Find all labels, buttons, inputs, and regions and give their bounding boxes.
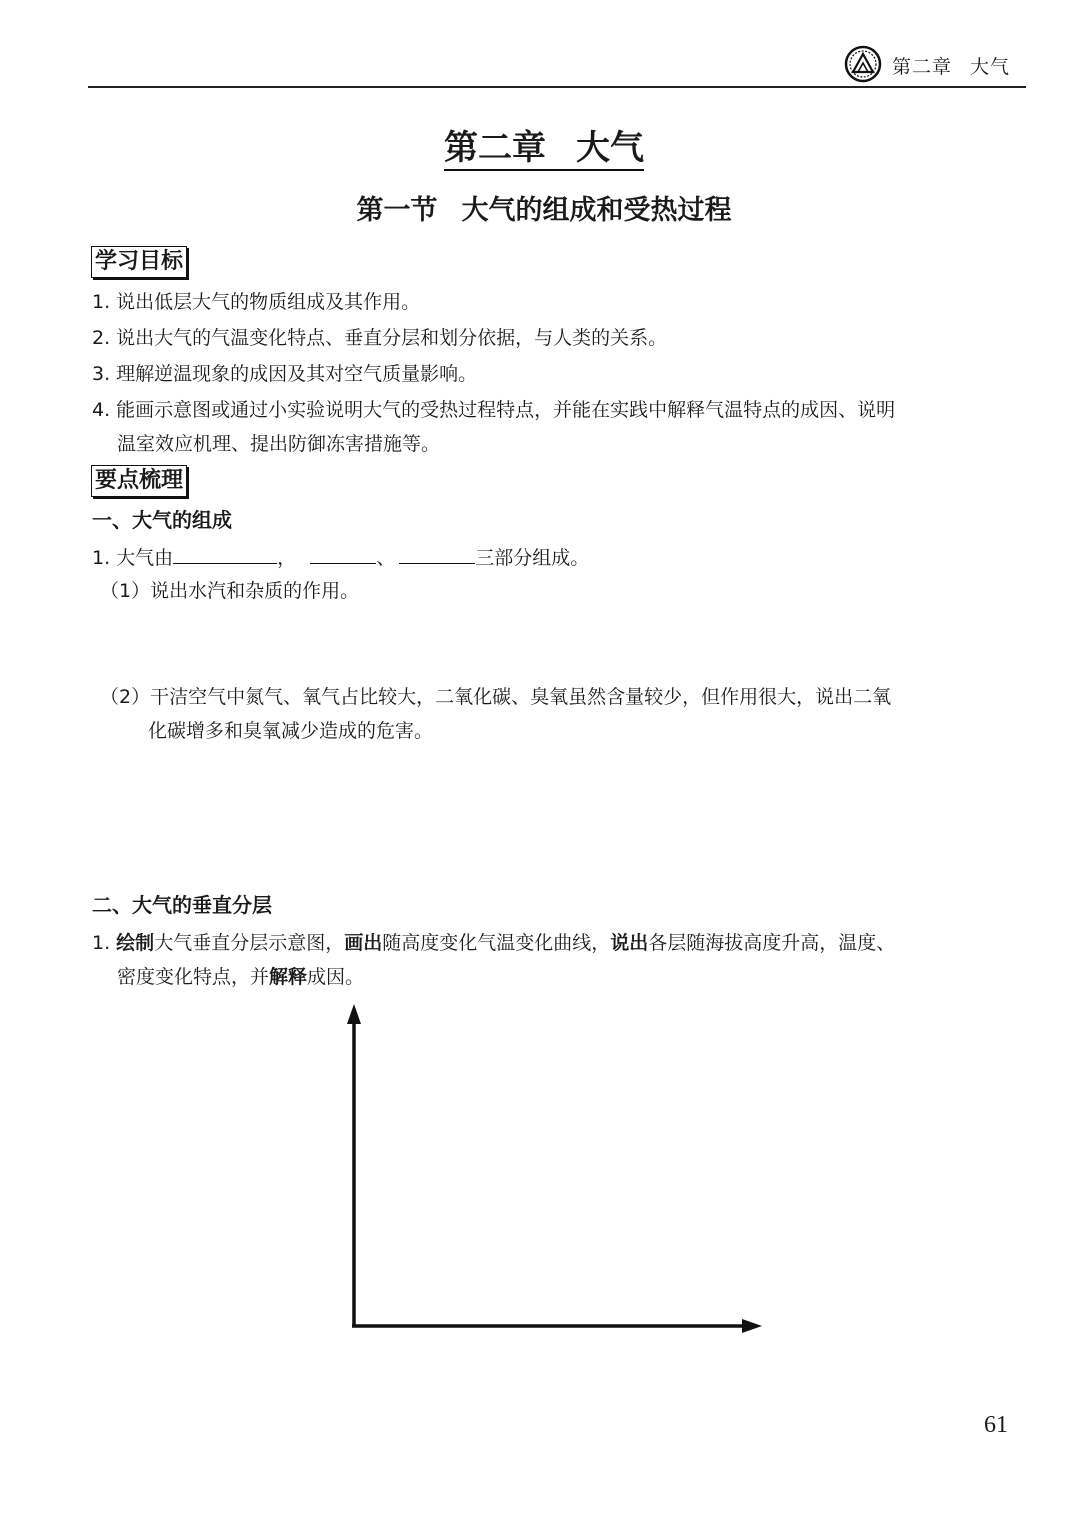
page-number: 61 bbox=[984, 1412, 1008, 1438]
q2-num: 1. bbox=[92, 932, 117, 954]
running-header bbox=[892, 52, 1010, 79]
sub-question-2-cont: 化碳增多和臭氧减少造成的危害。 bbox=[148, 720, 434, 742]
publisher-logo-icon bbox=[844, 45, 882, 83]
sub-question-2: （2）干洁空气中氮气、氧气占比较大，二氧化碳、臭氧虽然含量较少，但作用很大，说出二氧 bbox=[100, 686, 892, 708]
answer-blank-1[interactable] bbox=[173, 545, 277, 564]
question-2-1-cont bbox=[117, 964, 364, 990]
keypoints-label: 要点梳理 bbox=[91, 465, 187, 497]
q2-text-4: 密度变化特点，并 bbox=[117, 966, 270, 988]
vertical-axis-arrow-icon bbox=[347, 1004, 361, 1024]
q2-text-2: 随高度变化气温变化曲线， bbox=[382, 932, 611, 954]
question-1-1 bbox=[92, 545, 589, 571]
q2-text-5: 成因。 bbox=[307, 966, 365, 988]
part2-heading: 二、大气的垂直分层 bbox=[92, 893, 272, 917]
horizontal-axis-arrow-icon bbox=[742, 1319, 762, 1333]
q1-prefix: 1. 大气由 bbox=[92, 547, 174, 569]
header-chapter: 第二章 bbox=[892, 56, 953, 78]
q2-text-1: 大气垂直分层示意图， bbox=[154, 932, 345, 954]
chapter-title bbox=[0, 120, 1088, 169]
chapter-name: 大气 bbox=[576, 128, 644, 168]
q2-verb-plot: 画出 bbox=[344, 932, 383, 954]
answer-blank-3[interactable] bbox=[399, 545, 475, 564]
question-2-1 bbox=[92, 930, 895, 956]
q1-suffix: 三部分组成。 bbox=[475, 547, 590, 569]
chapter-number: 第二章 bbox=[444, 128, 546, 168]
objective-item-2: 2. 说出大气的气温变化特点、垂直分层和划分依据，与人类的关系。 bbox=[92, 327, 668, 349]
section-title bbox=[0, 188, 1088, 227]
header-divider bbox=[88, 86, 1026, 88]
q1-sep1: ， bbox=[277, 547, 297, 569]
objective-item-4-cont: 温室效应机理、提出防御冻害措施等。 bbox=[117, 433, 441, 455]
objectives-label: 学习目标 bbox=[91, 246, 187, 278]
header-topic: 大气 bbox=[970, 56, 1011, 78]
q2-verb-describe: 说出 bbox=[610, 932, 649, 954]
section-number: 第一节 bbox=[356, 195, 438, 226]
objective-item-1: 1. 说出低层大气的物质组成及其作用。 bbox=[92, 291, 421, 313]
q1-sep2: 、 bbox=[376, 547, 396, 569]
q2-verb-explain: 解释 bbox=[269, 966, 308, 988]
section-name: 大气的组成和受热过程 bbox=[461, 195, 732, 226]
drawing-axes[interactable] bbox=[330, 1000, 770, 1340]
part1-heading: 一、大气的组成 bbox=[92, 508, 232, 532]
sub-question-1: （1）说出水汽和杂质的作用。 bbox=[100, 580, 360, 602]
objective-item-4: 4. 能画示意图或通过小实验说明大气的受热过程特点，并能在实践中解释气温特点的成因、说明 bbox=[92, 399, 896, 421]
objective-item-3: 3. 理解逆温现象的成因及其对空气质量影响。 bbox=[92, 363, 478, 385]
q2-verb-draw: 绘制 bbox=[116, 932, 155, 954]
q2-text-3: 各层随海拔高度升高，温度、 bbox=[648, 932, 896, 954]
answer-blank-2[interactable] bbox=[310, 545, 376, 564]
